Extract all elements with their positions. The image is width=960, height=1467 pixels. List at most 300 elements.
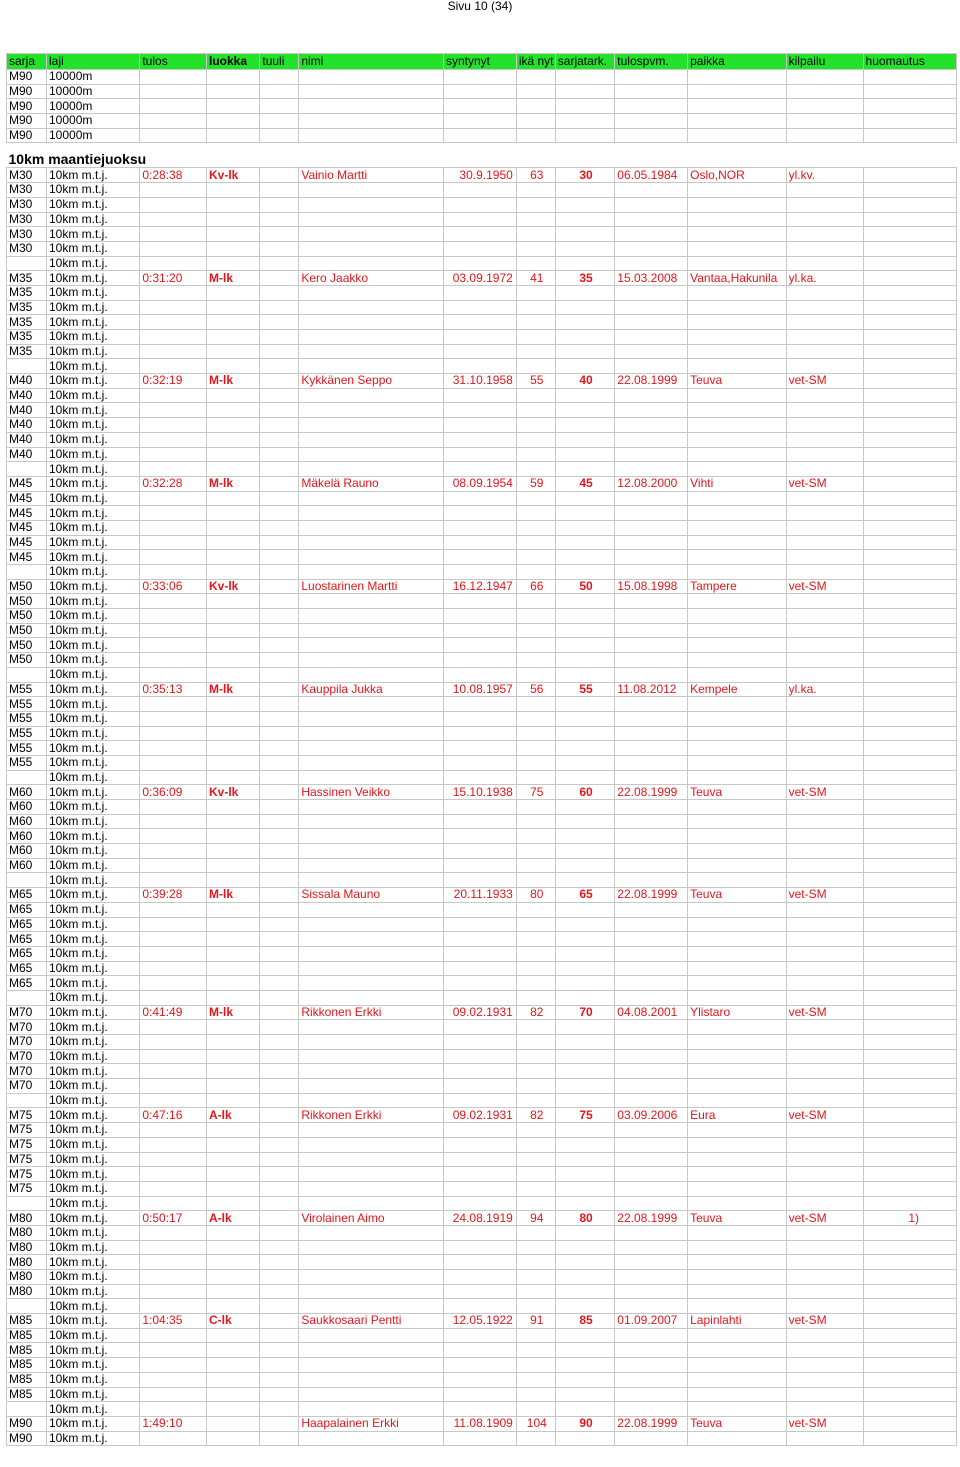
- empty-cell: [688, 462, 786, 477]
- empty-cell: [260, 1431, 299, 1446]
- empty-cell: [207, 800, 260, 815]
- empty-cell: [688, 932, 786, 947]
- laji-cell: 10km m.t.j.: [47, 1284, 140, 1299]
- empty-cell: [207, 432, 260, 447]
- empty-cell: [260, 535, 299, 550]
- empty-cell: [260, 491, 299, 506]
- empty-cell: [688, 241, 786, 256]
- syntynyt-cell: 12.05.1922: [443, 1314, 516, 1329]
- ika-cell: 56: [516, 682, 555, 697]
- empty-cell: [443, 241, 516, 256]
- empty-cell: [863, 1255, 956, 1270]
- empty-cell: [688, 1064, 786, 1079]
- empty-cell: [443, 344, 516, 359]
- laji-cell: 10km m.t.j.: [47, 800, 140, 815]
- table-row: [7, 1255, 957, 1270]
- table-row: [7, 550, 957, 565]
- empty-cell: [260, 1284, 299, 1299]
- syntynyt-cell: 09.02.1931: [443, 1005, 516, 1020]
- empty-cell: [516, 755, 555, 770]
- record-row: [7, 1108, 957, 1123]
- empty-cell: [615, 609, 688, 624]
- sarja-cell: M40: [7, 374, 47, 389]
- sarja-cell: [7, 873, 47, 888]
- sarja-cell: M60: [7, 785, 47, 800]
- table-row: [7, 829, 957, 844]
- ika-cell: 66: [516, 579, 555, 594]
- sarjatark-cell: 45: [555, 476, 615, 491]
- empty-cell: [863, 241, 956, 256]
- column-header: luokka: [207, 54, 260, 70]
- empty-cell: [140, 300, 207, 315]
- empty-cell: [516, 1123, 555, 1138]
- empty-cell: [443, 84, 516, 99]
- empty-cell: [516, 197, 555, 212]
- empty-cell: [516, 432, 555, 447]
- empty-cell: [260, 285, 299, 300]
- sarja-cell: M35: [7, 344, 47, 359]
- empty-cell: [555, 535, 615, 550]
- empty-cell: [615, 1255, 688, 1270]
- empty-cell: [299, 359, 444, 374]
- empty-cell: [516, 1167, 555, 1182]
- table-row: [7, 814, 957, 829]
- table-row: [7, 1431, 957, 1446]
- empty-cell: [786, 1123, 863, 1138]
- table-row: [7, 114, 957, 129]
- empty-cell: [615, 697, 688, 712]
- empty-cell: [786, 1181, 863, 1196]
- syntynyt-cell: 20.11.1933: [443, 888, 516, 903]
- empty-cell: [207, 1358, 260, 1373]
- sarja-cell: M60: [7, 858, 47, 873]
- empty-cell: [863, 212, 956, 227]
- empty-cell: [615, 1152, 688, 1167]
- empty-cell: [516, 990, 555, 1005]
- table-row: [7, 1299, 957, 1314]
- empty-cell: [260, 359, 299, 374]
- empty-cell: [688, 1358, 786, 1373]
- laji-cell: 10km m.t.j.: [47, 946, 140, 961]
- empty-cell: [443, 1020, 516, 1035]
- laji-cell: 10km m.t.j.: [47, 183, 140, 198]
- empty-cell: [863, 726, 956, 741]
- empty-cell: [260, 114, 299, 129]
- tuuli-cell: [260, 168, 299, 183]
- empty-cell: [516, 70, 555, 85]
- empty-cell: [555, 814, 615, 829]
- laji-cell: 10km m.t.j.: [47, 300, 140, 315]
- empty-cell: [688, 653, 786, 668]
- empty-cell: [786, 755, 863, 770]
- empty-cell: [443, 653, 516, 668]
- empty-cell: [786, 638, 863, 653]
- laji-cell: 10km m.t.j.: [47, 432, 140, 447]
- empty-cell: [260, 829, 299, 844]
- table-row: [7, 1387, 957, 1402]
- empty-cell: [786, 858, 863, 873]
- empty-cell: [786, 520, 863, 535]
- empty-cell: [207, 1402, 260, 1417]
- luokka-cell: Kv-lk: [207, 168, 260, 183]
- sarja-cell: M50: [7, 594, 47, 609]
- laji-cell: 10km m.t.j.: [47, 814, 140, 829]
- ika-cell: 94: [516, 1211, 555, 1226]
- sarja-cell: M55: [7, 741, 47, 756]
- luokka-cell: M-lk: [207, 271, 260, 286]
- empty-cell: [443, 814, 516, 829]
- empty-cell: [863, 902, 956, 917]
- table-row: [7, 917, 957, 932]
- empty-cell: [443, 550, 516, 565]
- table-row: [7, 1020, 957, 1035]
- table-row: [7, 99, 957, 114]
- empty-cell: [260, 623, 299, 638]
- empty-cell: [786, 770, 863, 785]
- empty-cell: [443, 300, 516, 315]
- empty-cell: [516, 902, 555, 917]
- empty-cell: [615, 770, 688, 785]
- laji-cell: 10km m.t.j.: [47, 1035, 140, 1050]
- empty-cell: [299, 741, 444, 756]
- empty-cell: [516, 565, 555, 580]
- sarja-cell: [7, 1093, 47, 1108]
- empty-cell: [260, 1196, 299, 1211]
- empty-cell: [786, 1064, 863, 1079]
- empty-cell: [615, 432, 688, 447]
- empty-cell: [786, 447, 863, 462]
- empty-cell: [688, 814, 786, 829]
- table-row: [7, 241, 957, 256]
- empty-cell: [260, 344, 299, 359]
- laji-cell: 10km m.t.j.: [47, 990, 140, 1005]
- empty-cell: [615, 1328, 688, 1343]
- table-row: [7, 1064, 957, 1079]
- empty-cell: [516, 1328, 555, 1343]
- empty-cell: [260, 315, 299, 330]
- nimi-cell: Kykkänen Seppo: [299, 374, 444, 389]
- empty-cell: [443, 726, 516, 741]
- laji-cell: 10km m.t.j.: [47, 1358, 140, 1373]
- empty-cell: [516, 1284, 555, 1299]
- empty-cell: [516, 1181, 555, 1196]
- huomautus-cell: [863, 476, 956, 491]
- luokka-cell: Kv-lk: [207, 785, 260, 800]
- empty-cell: [260, 1240, 299, 1255]
- empty-cell: [615, 70, 688, 85]
- empty-cell: [443, 1225, 516, 1240]
- empty-cell: [863, 256, 956, 271]
- sarja-cell: [7, 462, 47, 477]
- empty-cell: [615, 520, 688, 535]
- empty-cell: [140, 976, 207, 991]
- laji-cell: 10km m.t.j.: [47, 1152, 140, 1167]
- empty-cell: [555, 1079, 615, 1094]
- empty-cell: [688, 609, 786, 624]
- empty-cell: [260, 917, 299, 932]
- table-row: [7, 1152, 957, 1167]
- empty-cell: [688, 491, 786, 506]
- syntynyt-cell: 03.09.1972: [443, 271, 516, 286]
- sarjatark-cell: 60: [555, 785, 615, 800]
- empty-cell: [555, 1343, 615, 1358]
- sarja-cell: M35: [7, 330, 47, 345]
- table-row: [7, 1196, 957, 1211]
- empty-cell: [615, 1240, 688, 1255]
- empty-cell: [516, 447, 555, 462]
- section-title-row: [7, 143, 957, 168]
- laji-cell: 10km m.t.j.: [47, 755, 140, 770]
- sarja-cell: M65: [7, 932, 47, 947]
- empty-cell: [615, 902, 688, 917]
- table-row: [7, 858, 957, 873]
- empty-cell: [615, 829, 688, 844]
- empty-cell: [260, 990, 299, 1005]
- empty-cell: [555, 638, 615, 653]
- empty-cell: [299, 550, 444, 565]
- laji-cell: 10km m.t.j.: [47, 1020, 140, 1035]
- empty-cell: [615, 462, 688, 477]
- empty-cell: [299, 535, 444, 550]
- laji-cell: 10km m.t.j.: [47, 1387, 140, 1402]
- empty-cell: [786, 99, 863, 114]
- laji-cell: 10km m.t.j.: [47, 550, 140, 565]
- empty-cell: [863, 550, 956, 565]
- empty-cell: [260, 241, 299, 256]
- laji-cell: 10km m.t.j.: [47, 579, 140, 594]
- laji-cell: 10km m.t.j.: [47, 388, 140, 403]
- empty-cell: [207, 1152, 260, 1167]
- empty-cell: [299, 1196, 444, 1211]
- empty-cell: [260, 1402, 299, 1417]
- empty-cell: [863, 961, 956, 976]
- empty-cell: [688, 1035, 786, 1050]
- empty-cell: [688, 1123, 786, 1138]
- empty-cell: [688, 285, 786, 300]
- empty-cell: [863, 300, 956, 315]
- empty-cell: [443, 462, 516, 477]
- empty-cell: [260, 1225, 299, 1240]
- syntynyt-cell: 30.9.1950: [443, 168, 516, 183]
- empty-cell: [516, 84, 555, 99]
- column-header: sarja: [7, 54, 47, 70]
- empty-cell: [615, 212, 688, 227]
- empty-cell: [863, 932, 956, 947]
- empty-cell: [688, 1152, 786, 1167]
- empty-cell: [615, 1137, 688, 1152]
- empty-cell: [207, 844, 260, 859]
- empty-cell: [443, 1343, 516, 1358]
- tuuli-cell: [260, 1416, 299, 1431]
- sarja-cell: M65: [7, 961, 47, 976]
- empty-cell: [863, 1152, 956, 1167]
- laji-cell: 10km m.t.j.: [47, 330, 140, 345]
- empty-cell: [443, 755, 516, 770]
- empty-cell: [863, 1196, 956, 1211]
- table-row: [7, 1167, 957, 1182]
- empty-cell: [555, 1255, 615, 1270]
- empty-cell: [863, 800, 956, 815]
- empty-cell: [516, 1196, 555, 1211]
- empty-cell: [863, 873, 956, 888]
- laji-cell: 10km m.t.j.: [47, 1108, 140, 1123]
- empty-cell: [688, 1402, 786, 1417]
- tulos-cell: 0:50:17: [140, 1211, 207, 1226]
- sarja-cell: M70: [7, 1064, 47, 1079]
- empty-cell: [140, 814, 207, 829]
- empty-cell: [615, 858, 688, 873]
- empty-cell: [555, 418, 615, 433]
- kilpailu-cell: vet-SM: [786, 579, 863, 594]
- tuuli-cell: [260, 1005, 299, 1020]
- empty-cell: [688, 946, 786, 961]
- empty-cell: [443, 197, 516, 212]
- nimi-cell: Kero Jaakko: [299, 271, 444, 286]
- empty-cell: [140, 359, 207, 374]
- laji-cell: 10km m.t.j.: [47, 653, 140, 668]
- laji-cell: 10km m.t.j.: [47, 1049, 140, 1064]
- empty-cell: [207, 462, 260, 477]
- table-row: [7, 594, 957, 609]
- empty-cell: [555, 447, 615, 462]
- paikka-cell: Vantaa,Hakunila: [688, 271, 786, 286]
- laji-cell: 10000m: [47, 99, 140, 114]
- empty-cell: [516, 653, 555, 668]
- table-row: [7, 1225, 957, 1240]
- laji-cell: 10km m.t.j.: [47, 520, 140, 535]
- sarja-cell: M30: [7, 183, 47, 198]
- empty-cell: [516, 1020, 555, 1035]
- luokka-cell: M-lk: [207, 682, 260, 697]
- empty-cell: [299, 300, 444, 315]
- empty-cell: [555, 741, 615, 756]
- empty-cell: [299, 330, 444, 345]
- empty-cell: [555, 315, 615, 330]
- empty-cell: [555, 1020, 615, 1035]
- empty-cell: [863, 990, 956, 1005]
- empty-cell: [299, 1372, 444, 1387]
- record-row: [7, 168, 957, 183]
- empty-cell: [516, 1240, 555, 1255]
- empty-cell: [207, 902, 260, 917]
- empty-cell: [516, 1343, 555, 1358]
- sarja-cell: M50: [7, 579, 47, 594]
- sarja-cell: M90: [7, 1416, 47, 1431]
- empty-cell: [516, 550, 555, 565]
- record-row: [7, 476, 957, 491]
- empty-cell: [260, 609, 299, 624]
- empty-cell: [516, 667, 555, 682]
- empty-cell: [443, 946, 516, 961]
- sarja-cell: M90: [7, 99, 47, 114]
- empty-cell: [516, 638, 555, 653]
- table-row: [7, 128, 957, 143]
- empty-cell: [555, 183, 615, 198]
- empty-cell: [207, 873, 260, 888]
- tulos-cell: 1:04:35: [140, 1314, 207, 1329]
- empty-cell: [786, 1225, 863, 1240]
- empty-cell: [555, 711, 615, 726]
- empty-cell: [260, 432, 299, 447]
- record-row: [7, 888, 957, 903]
- empty-cell: [140, 535, 207, 550]
- table-row: [7, 932, 957, 947]
- tuuli-cell: [260, 476, 299, 491]
- sarja-cell: [7, 990, 47, 1005]
- sarja-cell: [7, 1299, 47, 1314]
- sarja-cell: M90: [7, 128, 47, 143]
- empty-cell: [443, 447, 516, 462]
- laji-cell: 10km m.t.j.: [47, 168, 140, 183]
- ika-cell: 82: [516, 1108, 555, 1123]
- empty-cell: [260, 330, 299, 345]
- empty-cell: [260, 197, 299, 212]
- empty-cell: [555, 770, 615, 785]
- empty-cell: [863, 1020, 956, 1035]
- tulos-cell: 0:36:09: [140, 785, 207, 800]
- empty-cell: [555, 1402, 615, 1417]
- table-row: [7, 70, 957, 85]
- empty-cell: [863, 506, 956, 521]
- luokka-cell: M-lk: [207, 476, 260, 491]
- sarja-cell: M60: [7, 800, 47, 815]
- empty-cell: [260, 1358, 299, 1373]
- sarja-cell: M65: [7, 902, 47, 917]
- empty-cell: [555, 212, 615, 227]
- empty-cell: [516, 183, 555, 198]
- tulospvm-cell: 12.08.2000: [615, 476, 688, 491]
- sarjatark-cell: 40: [555, 374, 615, 389]
- empty-cell: [863, 1387, 956, 1402]
- laji-cell: 10km m.t.j.: [47, 1211, 140, 1226]
- empty-cell: [299, 932, 444, 947]
- empty-cell: [863, 946, 956, 961]
- paikka-cell: Lapinlahti: [688, 1314, 786, 1329]
- sarja-cell: M60: [7, 814, 47, 829]
- empty-cell: [615, 183, 688, 198]
- empty-cell: [516, 741, 555, 756]
- laji-cell: 10km m.t.j.: [47, 1123, 140, 1138]
- empty-cell: [555, 697, 615, 712]
- empty-cell: [516, 128, 555, 143]
- empty-cell: [786, 1270, 863, 1285]
- empty-cell: [299, 1064, 444, 1079]
- huomautus-cell: [863, 168, 956, 183]
- empty-cell: [207, 1387, 260, 1402]
- empty-cell: [299, 462, 444, 477]
- empty-cell: [443, 388, 516, 403]
- sarja-cell: M90: [7, 84, 47, 99]
- empty-cell: [207, 932, 260, 947]
- empty-cell: [207, 388, 260, 403]
- sarja-cell: M85: [7, 1343, 47, 1358]
- table-row: [7, 1123, 957, 1138]
- laji-cell: 10km m.t.j.: [47, 1225, 140, 1240]
- empty-cell: [786, 1328, 863, 1343]
- empty-cell: [786, 183, 863, 198]
- empty-cell: [863, 609, 956, 624]
- sarja-cell: M70: [7, 1005, 47, 1020]
- empty-cell: [863, 1343, 956, 1358]
- empty-cell: [207, 755, 260, 770]
- huomautus-cell: [863, 1108, 956, 1123]
- empty-cell: [786, 1049, 863, 1064]
- sarja-cell: [7, 1196, 47, 1211]
- empty-cell: [140, 1431, 207, 1446]
- empty-cell: [140, 1402, 207, 1417]
- empty-cell: [863, 770, 956, 785]
- empty-cell: [555, 653, 615, 668]
